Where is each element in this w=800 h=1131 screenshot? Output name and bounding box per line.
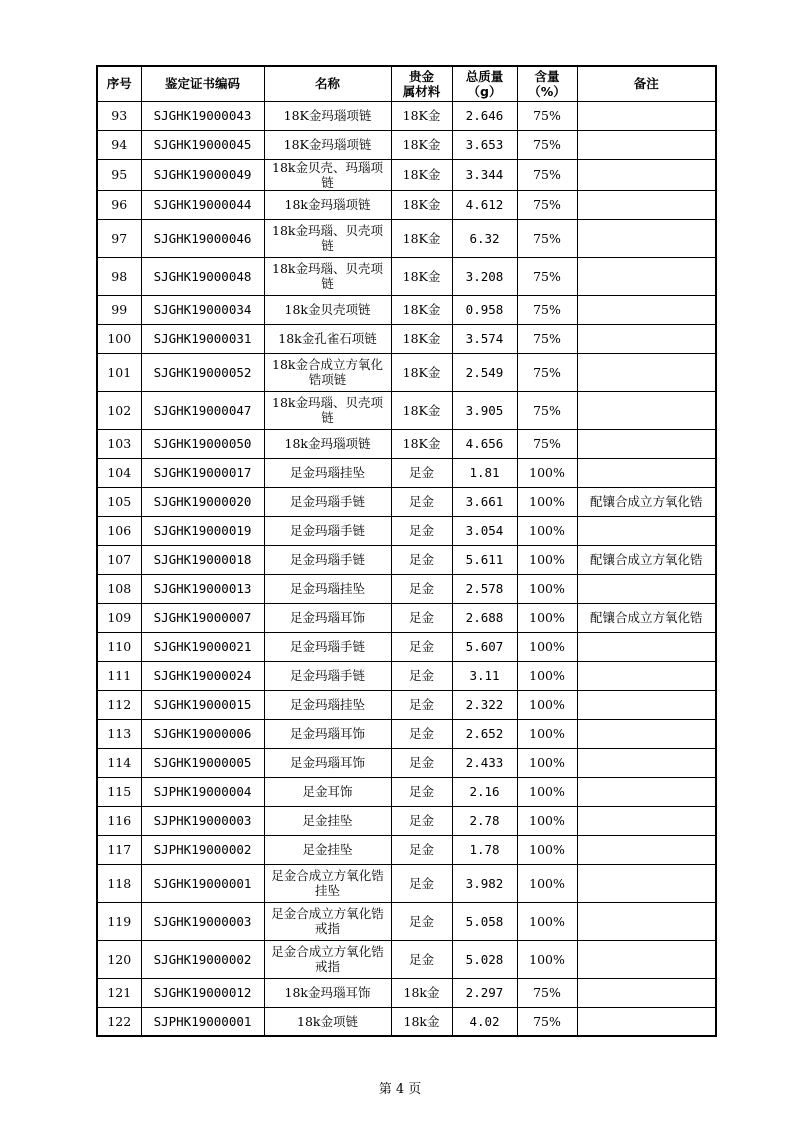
cell-seq: 111 — [97, 661, 141, 690]
cell-material: 18K金 — [391, 391, 452, 429]
cell-cert: SJGHK19000017 — [141, 458, 264, 487]
cell-content: 75% — [517, 257, 577, 295]
cell-name: 18k金项链 — [264, 1007, 391, 1036]
cell-cert: SJGHK19000018 — [141, 545, 264, 574]
cell-name: 足金玛瑙挂坠 — [264, 690, 391, 719]
cell-note — [577, 159, 716, 190]
cell-name: 18k金玛瑙项链 — [264, 429, 391, 458]
cell-content: 75% — [517, 391, 577, 429]
cell-seq: 94 — [97, 130, 141, 159]
table-row — [97, 902, 716, 940]
cell-cert: SJPHK19000002 — [141, 835, 264, 864]
jewelry-certificate-table — [96, 65, 717, 1037]
table-row — [97, 324, 716, 353]
cell-note — [577, 353, 716, 391]
cell-note — [577, 101, 716, 130]
cell-note — [577, 458, 716, 487]
cell-content: 100% — [517, 940, 577, 978]
header-seq: 序号 — [97, 66, 141, 101]
cell-note — [577, 806, 716, 835]
table-row — [97, 940, 716, 978]
cell-seq: 112 — [97, 690, 141, 719]
cell-cert: SJGHK19000020 — [141, 487, 264, 516]
cell-name: 18k金贝壳、玛瑙项链 — [264, 159, 391, 190]
table-row — [97, 690, 716, 719]
cell-content: 100% — [517, 864, 577, 902]
cell-content: 100% — [517, 458, 577, 487]
cell-weight: 5.028 — [452, 940, 517, 978]
table-row — [97, 806, 716, 835]
cell-cert: SJGHK19000013 — [141, 574, 264, 603]
cell-content: 100% — [517, 719, 577, 748]
cell-cert: SJGHK19000001 — [141, 864, 264, 902]
cell-content: 75% — [517, 295, 577, 324]
header-cert: 鉴定证书编码 — [141, 66, 264, 101]
cell-note — [577, 777, 716, 806]
cell-note — [577, 902, 716, 940]
cell-material: 足金 — [391, 777, 452, 806]
table-row — [97, 101, 716, 130]
cell-content: 100% — [517, 902, 577, 940]
cell-seq: 114 — [97, 748, 141, 777]
cell-material: 18K金 — [391, 219, 452, 257]
cell-seq: 103 — [97, 429, 141, 458]
cell-weight: 6.32 — [452, 219, 517, 257]
cell-note — [577, 190, 716, 219]
cell-material: 18K金 — [391, 159, 452, 190]
page-number: 第 4 页 — [378, 1082, 422, 1097]
cell-material: 足金 — [391, 632, 452, 661]
cell-name: 足金合成立方氧化锆挂坠 — [264, 864, 391, 902]
cell-name: 足金玛瑙耳饰 — [264, 603, 391, 632]
cell-cert: SJPHK19000001 — [141, 1007, 264, 1036]
cell-weight: 5.058 — [452, 902, 517, 940]
cell-seq: 96 — [97, 190, 141, 219]
cell-name: 18k金合成立方氧化锆项链 — [264, 353, 391, 391]
cell-name: 足金玛瑙手链 — [264, 516, 391, 545]
cell-name: 18k金玛瑙耳饰 — [264, 978, 391, 1007]
cell-weight: 4.02 — [452, 1007, 517, 1036]
table-row — [97, 487, 716, 516]
cell-weight: 3.208 — [452, 257, 517, 295]
cell-content: 100% — [517, 603, 577, 632]
table-row — [97, 295, 716, 324]
table-row — [97, 159, 716, 190]
cell-note — [577, 295, 716, 324]
table-body — [97, 101, 716, 1036]
cell-cert: SJGHK19000045 — [141, 130, 264, 159]
cell-seq: 118 — [97, 864, 141, 902]
table-row — [97, 748, 716, 777]
cell-note: 配镶合成立方氧化锆 — [577, 603, 716, 632]
cell-name: 足金合成立方氧化锆戒指 — [264, 940, 391, 978]
header-weight: 总质量 （g） — [452, 66, 517, 101]
cell-weight: 1.81 — [452, 458, 517, 487]
cell-weight: 3.054 — [452, 516, 517, 545]
cell-note — [577, 219, 716, 257]
cell-seq: 113 — [97, 719, 141, 748]
cell-weight: 0.958 — [452, 295, 517, 324]
cell-note — [577, 690, 716, 719]
header-material: 贵金 属材料 — [391, 66, 452, 101]
cell-note — [577, 835, 716, 864]
cell-note — [577, 257, 716, 295]
cell-weight: 5.607 — [452, 632, 517, 661]
cell-weight: 3.574 — [452, 324, 517, 353]
cell-content: 100% — [517, 835, 577, 864]
cell-name: 足金玛瑙手链 — [264, 661, 391, 690]
cell-weight: 3.11 — [452, 661, 517, 690]
cell-name: 足金玛瑙耳饰 — [264, 748, 391, 777]
cell-material: 足金 — [391, 940, 452, 978]
cell-content: 75% — [517, 219, 577, 257]
cell-content: 75% — [517, 159, 577, 190]
cell-material: 足金 — [391, 458, 452, 487]
table-row — [97, 632, 716, 661]
cell-name: 足金玛瑙耳饰 — [264, 719, 391, 748]
table-row — [97, 835, 716, 864]
cell-weight: 2.646 — [452, 101, 517, 130]
cell-seq: 108 — [97, 574, 141, 603]
cell-weight: 4.612 — [452, 190, 517, 219]
cell-seq: 105 — [97, 487, 141, 516]
cell-name: 18k金孔雀石项链 — [264, 324, 391, 353]
cell-name: 足金耳饰 — [264, 777, 391, 806]
cell-cert: SJGHK19000049 — [141, 159, 264, 190]
cell-content: 100% — [517, 690, 577, 719]
table-row — [97, 719, 716, 748]
cell-seq: 122 — [97, 1007, 141, 1036]
cell-seq: 107 — [97, 545, 141, 574]
cell-seq: 120 — [97, 940, 141, 978]
cell-cert: SJGHK19000046 — [141, 219, 264, 257]
cell-cert: SJGHK19000021 — [141, 632, 264, 661]
cell-content: 100% — [517, 632, 577, 661]
cell-note — [577, 574, 716, 603]
cell-material: 18K金 — [391, 324, 452, 353]
cell-weight: 2.549 — [452, 353, 517, 391]
cell-cert: SJGHK19000019 — [141, 516, 264, 545]
table-row — [97, 978, 716, 1007]
cell-weight: 1.78 — [452, 835, 517, 864]
cell-material: 足金 — [391, 835, 452, 864]
table-row — [97, 864, 716, 902]
cell-name: 18k金玛瑙、贝壳项链 — [264, 219, 391, 257]
cell-cert: SJGHK19000006 — [141, 719, 264, 748]
cell-seq: 95 — [97, 159, 141, 190]
cell-name: 足金挂坠 — [264, 835, 391, 864]
cell-cert: SJGHK19000052 — [141, 353, 264, 391]
header-content: 含量 （%） — [517, 66, 577, 101]
cell-name: 18k金玛瑙、贝壳项链 — [264, 391, 391, 429]
cell-note — [577, 391, 716, 429]
cell-seq: 110 — [97, 632, 141, 661]
cell-note — [577, 516, 716, 545]
cell-weight: 2.578 — [452, 574, 517, 603]
cell-weight: 3.653 — [452, 130, 517, 159]
cell-content: 100% — [517, 487, 577, 516]
table-row — [97, 661, 716, 690]
cell-note — [577, 748, 716, 777]
table-row — [97, 257, 716, 295]
cell-name: 18K金玛瑙项链 — [264, 101, 391, 130]
cell-name: 18k金玛瑙项链 — [264, 190, 391, 219]
cell-weight: 2.78 — [452, 806, 517, 835]
cell-weight: 3.982 — [452, 864, 517, 902]
cell-seq: 119 — [97, 902, 141, 940]
cell-cert: SJGHK19000002 — [141, 940, 264, 978]
cell-cert: SJGHK19000031 — [141, 324, 264, 353]
cell-weight: 3.905 — [452, 391, 517, 429]
cell-material: 足金 — [391, 864, 452, 902]
cell-weight: 3.344 — [452, 159, 517, 190]
cell-cert: SJPHK19000004 — [141, 777, 264, 806]
cell-material: 18k金 — [391, 978, 452, 1007]
cell-seq: 102 — [97, 391, 141, 429]
cell-seq: 100 — [97, 324, 141, 353]
cell-cert: SJGHK19000012 — [141, 978, 264, 1007]
cell-name: 足金玛瑙手链 — [264, 487, 391, 516]
cell-content: 75% — [517, 353, 577, 391]
table-row — [97, 516, 716, 545]
cell-material: 18K金 — [391, 101, 452, 130]
cell-content: 75% — [517, 978, 577, 1007]
cell-weight: 2.322 — [452, 690, 517, 719]
cell-content: 75% — [517, 130, 577, 159]
cell-material: 18K金 — [391, 257, 452, 295]
table-row — [97, 603, 716, 632]
cell-seq: 104 — [97, 458, 141, 487]
cell-name: 18k金贝壳项链 — [264, 295, 391, 324]
cell-seq: 121 — [97, 978, 141, 1007]
table-row — [97, 353, 716, 391]
table-row — [97, 130, 716, 159]
cell-material: 18K金 — [391, 429, 452, 458]
cell-name: 18k金玛瑙、贝壳项链 — [264, 257, 391, 295]
cell-seq: 99 — [97, 295, 141, 324]
cell-note — [577, 864, 716, 902]
cell-cert: SJGHK19000044 — [141, 190, 264, 219]
cell-content: 75% — [517, 1007, 577, 1036]
table-row — [97, 777, 716, 806]
cell-cert: SJGHK19000007 — [141, 603, 264, 632]
cell-note — [577, 940, 716, 978]
cell-content: 100% — [517, 777, 577, 806]
header-row — [97, 66, 716, 101]
cell-seq: 97 — [97, 219, 141, 257]
cell-cert: SJGHK19000050 — [141, 429, 264, 458]
cell-seq: 109 — [97, 603, 141, 632]
cell-note — [577, 324, 716, 353]
cell-cert: SJGHK19000024 — [141, 661, 264, 690]
cell-material: 足金 — [391, 690, 452, 719]
cell-weight: 2.297 — [452, 978, 517, 1007]
cell-seq: 115 — [97, 777, 141, 806]
cell-seq: 101 — [97, 353, 141, 391]
header-name: 名称 — [264, 66, 391, 101]
cell-note: 配镶合成立方氧化锆 — [577, 545, 716, 574]
cell-name: 18K金玛瑙项链 — [264, 130, 391, 159]
header-note: 备注 — [577, 66, 716, 101]
cell-note — [577, 130, 716, 159]
table-row — [97, 458, 716, 487]
table-row — [97, 190, 716, 219]
table-row — [97, 545, 716, 574]
cell-weight: 2.652 — [452, 719, 517, 748]
cell-content: 75% — [517, 101, 577, 130]
cell-name: 足金玛瑙手链 — [264, 545, 391, 574]
cell-name: 足金玛瑙挂坠 — [264, 574, 391, 603]
table-row — [97, 219, 716, 257]
cell-material: 足金 — [391, 902, 452, 940]
cell-content: 100% — [517, 545, 577, 574]
table-row — [97, 429, 716, 458]
cell-note — [577, 632, 716, 661]
cell-note — [577, 1007, 716, 1036]
cell-weight: 2.688 — [452, 603, 517, 632]
cell-note — [577, 978, 716, 1007]
cell-note: 配镶合成立方氧化锆 — [577, 487, 716, 516]
cell-content: 100% — [517, 661, 577, 690]
cell-material: 足金 — [391, 545, 452, 574]
cell-material: 足金 — [391, 719, 452, 748]
cell-cert: SJGHK19000005 — [141, 748, 264, 777]
cell-weight: 3.661 — [452, 487, 517, 516]
cell-cert: SJGHK19000043 — [141, 101, 264, 130]
table-row — [97, 1007, 716, 1036]
cell-material: 足金 — [391, 516, 452, 545]
cell-note — [577, 719, 716, 748]
cell-content: 100% — [517, 806, 577, 835]
cell-content: 100% — [517, 516, 577, 545]
cell-material: 18K金 — [391, 353, 452, 391]
cell-cert: SJGHK19000015 — [141, 690, 264, 719]
cell-cert: SJGHK19000003 — [141, 902, 264, 940]
cell-cert: SJPHK19000003 — [141, 806, 264, 835]
cell-note — [577, 661, 716, 690]
cell-material: 足金 — [391, 661, 452, 690]
table-row — [97, 574, 716, 603]
cell-cert: SJGHK19000034 — [141, 295, 264, 324]
cell-material: 18K金 — [391, 295, 452, 324]
cell-seq: 117 — [97, 835, 141, 864]
cell-material: 足金 — [391, 574, 452, 603]
cell-name: 足金玛瑙手链 — [264, 632, 391, 661]
cell-seq: 106 — [97, 516, 141, 545]
cell-name: 足金合成立方氧化锆戒指 — [264, 902, 391, 940]
cell-seq: 116 — [97, 806, 141, 835]
cell-material: 足金 — [391, 748, 452, 777]
cell-weight: 4.656 — [452, 429, 517, 458]
cell-note — [577, 429, 716, 458]
cell-name: 足金挂坠 — [264, 806, 391, 835]
cell-material: 18k金 — [391, 1007, 452, 1036]
cell-material: 足金 — [391, 487, 452, 516]
cell-content: 100% — [517, 574, 577, 603]
cell-weight: 5.611 — [452, 545, 517, 574]
cell-material: 足金 — [391, 806, 452, 835]
cell-name: 足金玛瑙挂坠 — [264, 458, 391, 487]
cell-weight: 2.16 — [452, 777, 517, 806]
cell-material: 18K金 — [391, 130, 452, 159]
cell-seq: 93 — [97, 101, 141, 130]
cell-seq: 98 — [97, 257, 141, 295]
cell-content: 100% — [517, 748, 577, 777]
cell-weight: 2.433 — [452, 748, 517, 777]
cell-material: 足金 — [391, 603, 452, 632]
cell-content: 75% — [517, 324, 577, 353]
cell-content: 75% — [517, 190, 577, 219]
cell-content: 75% — [517, 429, 577, 458]
cell-cert: SJGHK19000048 — [141, 257, 264, 295]
cell-material: 18K金 — [391, 190, 452, 219]
table-row — [97, 391, 716, 429]
cell-cert: SJGHK19000047 — [141, 391, 264, 429]
